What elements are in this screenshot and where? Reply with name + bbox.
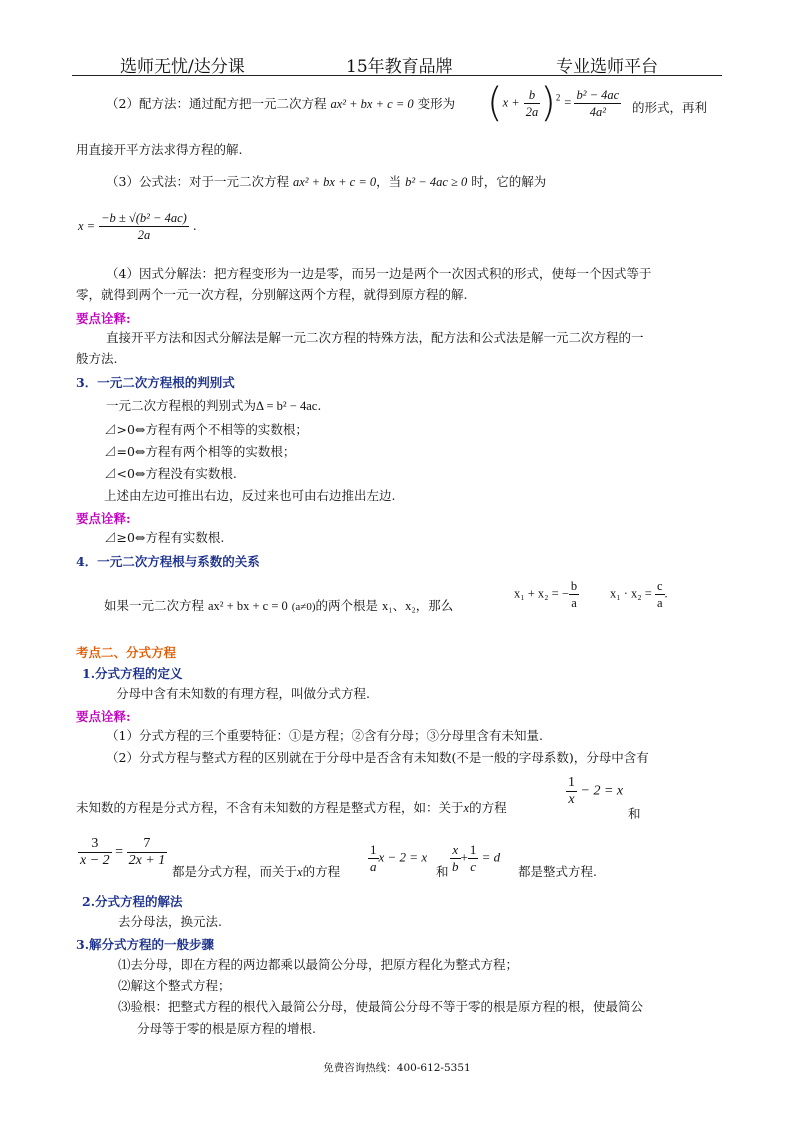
- example-4-equation: [450, 842, 500, 875]
- discriminant-formula: Δ = b² − 4ac: [256, 399, 318, 413]
- frac-den: x − 2: [80, 853, 110, 868]
- method-2-text-b: 变形为: [417, 96, 456, 111]
- method-3-text-c: 时，它的解为: [471, 174, 547, 189]
- example-2-fraction-left: [78, 836, 112, 869]
- step-1: ⑴去分母，即在方程的两边都乘以最简公分母，把原方程化为整式方程；: [118, 957, 519, 972]
- example-2-fraction-right: [127, 836, 168, 869]
- method-3-equation: ax² + bx + c = 0: [292, 175, 377, 189]
- vieta-sum: [514, 578, 579, 611]
- example-1-fraction: [566, 775, 577, 808]
- frac-den: a: [370, 859, 377, 874]
- method-4-line2: 零，就得到两个一元一次方程，分别解这两个方程，就得到原方程的解.: [76, 287, 468, 302]
- sum-fraction: [569, 578, 579, 611]
- method-3-text: （3）公式法：对于一元二次方程: [106, 174, 289, 189]
- method-2-equation: ax² + bx + c = 0: [330, 97, 414, 111]
- method-2-complete-square: (x + $\frac{b}{2a}$ )$^2$ = $\frac{\text{b² − 4ac}}{\text{4a²}}$: [487, 80, 620, 126]
- frac-num: x: [450, 842, 461, 859]
- square-x: x +: [502, 95, 520, 110]
- discriminant-definition: [106, 398, 321, 414]
- frac-den: 2x + 1: [128, 853, 166, 868]
- method-3-condition: b² − 4ac ≥ 0: [405, 175, 468, 189]
- discriminant-zero: ⊿=0⇔方程有两个相等的实数根；: [104, 444, 296, 459]
- part-2-section-3-title: 3.解分式方程的一般步骤: [76, 937, 215, 952]
- header-divider: [72, 75, 722, 76]
- key-point-2-line1: ⊿≥0⇔方程有实数根.: [104, 530, 225, 545]
- product-lhs: x₁ · x₂ =: [610, 586, 652, 601]
- method-2-line2: 用直接开平方法求得方程的解.: [76, 142, 243, 157]
- vieta-equation: ax² + bx + c = 0: [208, 599, 288, 613]
- method-3-line1: [106, 174, 546, 190]
- header-platform: 专业选师平台: [556, 57, 658, 77]
- key-point-3-item-2-line1: （2）分式方程与整式方程的区别就在于分母中是否含有未知数(不是一般的字母系数)，分母中含有: [106, 750, 649, 765]
- example-3-fraction: [368, 842, 379, 875]
- formula-numerator: −b ± √(b² − 4ac): [101, 211, 187, 225]
- vieta-statement: [104, 598, 453, 615]
- conjunction-and-2: 和: [436, 864, 449, 879]
- frac-num: b: [570, 579, 578, 593]
- frac-num: c: [656, 579, 663, 593]
- key-point-1-line2: 般方法.: [76, 351, 118, 366]
- discriminant-converse: 上述由左边可推出右边，反过来也可由右边推出左边.: [104, 488, 396, 503]
- section-3-title: 3．一元二次方程根的判别式: [76, 375, 235, 390]
- plus-sign: +: [460, 849, 468, 865]
- left-paren: (: [487, 80, 503, 126]
- frac-den: a: [656, 596, 663, 610]
- method-4-line1: （4）因式分解法：把方程变形为一边是零，而另一边是两个一次因式积的形式，使每一个因式等于: [106, 266, 652, 281]
- square-exponent: 2: [555, 92, 561, 103]
- vieta-text: 如果一元二次方程: [104, 598, 205, 613]
- method-2-tail: 的形式，再利: [632, 100, 708, 115]
- frac-den: x: [568, 792, 575, 807]
- key-point-title-3: 要点诠释:: [76, 709, 131, 724]
- example-4-rest: = d: [481, 849, 501, 865]
- root-x2: x₂: [405, 599, 416, 613]
- frac-den: a: [571, 596, 577, 610]
- sum-lhs: x₁ + x₂ = −: [514, 586, 569, 601]
- solution-methods: 去分母法，换元法.: [118, 914, 222, 929]
- discriminant-text: 一元二次方程根的判别式为: [106, 398, 257, 413]
- vieta-product: [610, 578, 668, 611]
- key-point-1-line1: 直接开平方法和因式分解法是解一元二次方程的特殊方法，配方法和公式法是解一元二次方程的一: [106, 330, 644, 345]
- method-2-line1: [106, 96, 455, 112]
- item-2-text-d: 的方程: [302, 864, 341, 879]
- conjunction-and: 和: [628, 806, 641, 821]
- frac-den: 2a: [525, 104, 539, 119]
- root-x1: x₁: [381, 599, 393, 613]
- fractional-equation-definition: 分母中含有未知数的有理方程，叫做分式方程.: [116, 686, 370, 701]
- frac-num: b² − 4ac: [576, 87, 620, 102]
- key-point-title: 要点诠释:: [76, 311, 131, 326]
- part-2-title: 考点二、分式方程: [76, 645, 177, 660]
- frac-num: 1: [370, 842, 377, 857]
- section-4-title: 4．一元二次方程根与系数的关系: [76, 554, 260, 569]
- frac-num: b: [524, 87, 541, 104]
- part-2-section-1-title: 1.分式方程的定义: [82, 666, 183, 681]
- discriminant-negative: ⊿<0⇔方程没有实数根.: [104, 466, 237, 481]
- formula-denominator: 2a: [137, 228, 151, 242]
- product-fraction: [655, 578, 665, 611]
- header-brand: 选师无忧/达分课: [120, 57, 245, 77]
- formula-fraction: [99, 210, 189, 243]
- example-3-rest: x − 2 = x: [378, 849, 428, 865]
- fraction-b-over-2a: [524, 87, 541, 120]
- header-slogan: 15年教育品牌: [346, 57, 453, 77]
- frac-den: c: [470, 859, 476, 874]
- root-separator: 、: [392, 598, 406, 613]
- step-2: ⑵解这个整式方程；: [118, 978, 231, 993]
- method-2-text: （2）配方法：通过配方把一元二次方程: [106, 96, 327, 111]
- method-3-text-b: ，当: [376, 174, 402, 189]
- key-point-3-item-1: （1）分式方程的三个重要特征：①是方程；②含有分母；③分母里含有未知量.: [106, 728, 543, 743]
- vieta-text-c: ，那么: [415, 598, 454, 613]
- vieta-condition: (a≠0): [291, 601, 316, 613]
- key-point-3-item-2-line3: [172, 864, 340, 880]
- example-1-rest: − 2 = x: [580, 783, 624, 799]
- right-paren: ): [540, 80, 556, 126]
- vieta-period: .: [664, 586, 668, 601]
- key-point-3-item-2-end: 都是整式方程.: [518, 864, 597, 879]
- discriminant-positive: ⊿>0⇔方程有两个不相等的实数根；: [104, 422, 308, 437]
- footer-hotline: 免费咨询热线：400-612-5351: [323, 1062, 471, 1074]
- item-2-text-c: 都是分式方程，而关于: [172, 864, 298, 879]
- example-4-fraction-2: [468, 842, 479, 875]
- frac-num: 1: [568, 775, 575, 790]
- example-1-equation: [566, 775, 623, 808]
- example-4-fraction-1: [450, 842, 461, 875]
- key-point-3-item-2-line2: [76, 800, 507, 816]
- formula-period: .: [192, 218, 197, 233]
- frac-num: 7: [127, 836, 168, 853]
- example-3-equation: [368, 842, 427, 875]
- step-3-line1: ⑶验根：把整式方程的根代入最简公分母，使最简公分母不等于零的根是原方程的根，使最简公: [118, 999, 644, 1014]
- variable-x-2: x: [297, 865, 303, 879]
- item-2-text-b: 的方程: [469, 800, 507, 815]
- vieta-text-b: 的两个根是: [315, 598, 378, 613]
- equals-sign: =: [115, 844, 124, 860]
- variable-x: x: [463, 801, 470, 815]
- fraction-discriminant-over-4a2: [574, 87, 621, 120]
- frac-num: 3: [78, 836, 112, 853]
- step-3-line2: 分母等于零的根是原方程的增根.: [137, 1021, 316, 1036]
- frac-den: b: [452, 859, 459, 874]
- example-2-equation: [78, 836, 167, 869]
- formula-lhs: x =: [78, 219, 96, 233]
- part-2-section-2-title: 2.分式方程的解法: [82, 894, 183, 909]
- key-point-title-2: 要点诠释:: [76, 511, 131, 526]
- frac-num: 1: [469, 842, 477, 857]
- frac-den: 4a²: [589, 104, 606, 119]
- item-2-text: 未知数的方程是分式方程，不含有未知数的方程是整式方程，如：关于: [76, 800, 464, 815]
- quadratic-formula: [78, 210, 197, 243]
- discriminant-period: .: [317, 398, 322, 413]
